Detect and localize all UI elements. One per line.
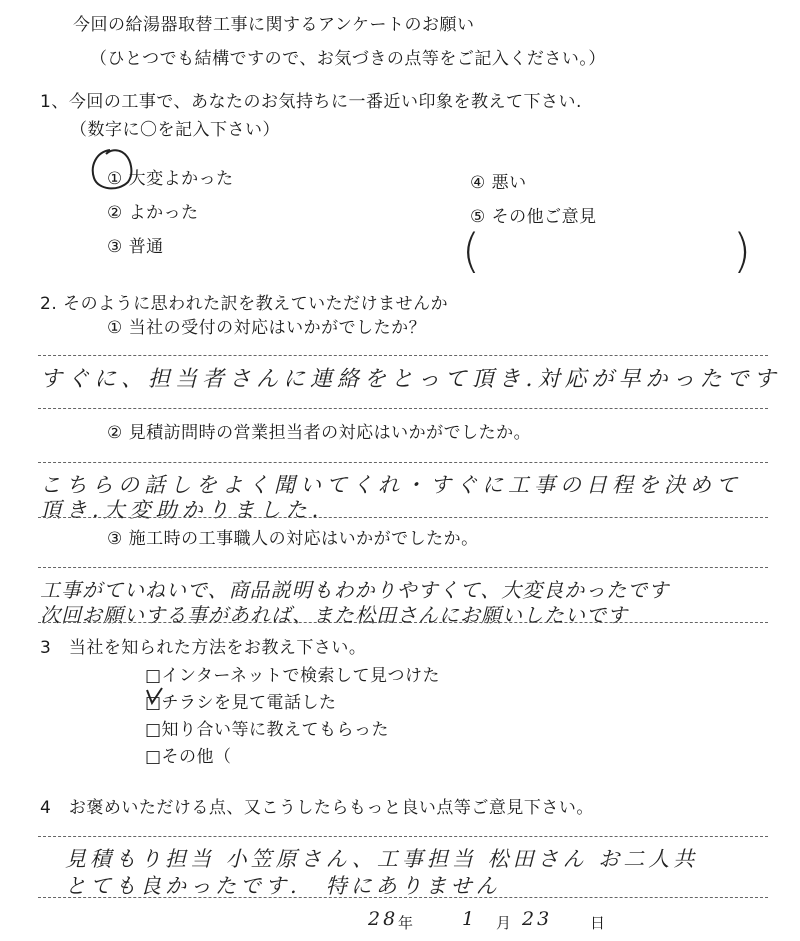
answer-line	[38, 622, 768, 623]
q3-question: 3 当社を知られた方法をお教え下さい。	[40, 638, 367, 658]
q3-option-acquaintance[interactable]: □知り合い等に教えてもらった	[145, 720, 390, 740]
q4-question: 4 お褒めいただける点、又こうしたらもっと良い点等ご意見下さい。	[40, 798, 594, 818]
q2-answer2-line1[interactable]: こちらの話しをよく聞いてくれ・すぐに工事の日程を決めて	[40, 473, 742, 497]
q2-sub1: ① 当社の受付の対応はいかがでしたか？	[107, 318, 427, 338]
q2-answer2-line2[interactable]: 頂き.大変助かりました.	[40, 498, 324, 522]
q1-option-3[interactable]: ③ 普通	[107, 237, 164, 257]
answer-line	[38, 462, 768, 463]
answer-line	[38, 517, 768, 518]
q3-option-other[interactable]: □その他（	[145, 747, 232, 767]
other-paren-close: )	[733, 224, 751, 278]
date-month-label: 月	[496, 914, 512, 932]
date-year[interactable]: 28	[368, 908, 399, 930]
q1-instruction: （数字に〇を記入下さい）	[70, 120, 280, 140]
q2-question: 2. そのように思われた訳を教えていただけませんか	[40, 294, 449, 314]
answer-line	[38, 836, 768, 837]
check-mark-icon	[145, 686, 165, 708]
q4-answer-line1[interactable]: 見積もり担当 小笠原さん、工事担当 松田さん お二人共	[65, 847, 699, 871]
q1-option-1[interactable]: ① 大変よかった	[107, 169, 234, 189]
q3-option-internet[interactable]: □インターネットで検索して見つけた	[145, 666, 441, 686]
q2-answer1-line1[interactable]: すぐに、担当者さんに連絡をとって頂き.対応が早かったです	[40, 367, 781, 392]
q2-sub2: ② 見積訪問時の営業担当者の対応はいかがでしたか。	[107, 423, 532, 443]
selection-circle-icon	[88, 146, 136, 194]
q1-question: 1、今回の工事で、あなたのお気持ちに一番近い印象を教えて下さい.	[40, 92, 582, 112]
form-title: 今回の給湯器取替工事に関するアンケートのお願い	[73, 15, 475, 35]
answer-line	[38, 567, 768, 568]
q3-option-flyer[interactable]: □チラシを見て電話した	[145, 693, 337, 713]
answer-line	[38, 897, 768, 898]
q2-sub3: ③ 施工時の工事職人の対応はいかがでしたか。	[107, 529, 479, 549]
date-month[interactable]: 1	[462, 908, 478, 930]
q4-answer-line2[interactable]: とても良かったです. 特にありません	[65, 874, 501, 898]
q2-answer3-line2[interactable]: 次回お願いする事があれば、また松田さんにお願いしたいです	[40, 603, 628, 627]
date-day-label: 日	[590, 914, 606, 932]
q1-option-5[interactable]: ⑤ その他ご意見	[470, 207, 597, 227]
date-year-label: 年	[398, 914, 414, 932]
date-day[interactable]: 23	[522, 908, 553, 930]
q1-option-4[interactable]: ④ 悪い	[470, 173, 527, 193]
form-subtitle: （ひとつでも結構ですので、お気づきの点等をご記入ください。）	[90, 49, 606, 69]
answer-line	[38, 355, 768, 356]
q1-option-2[interactable]: ② よかった	[107, 203, 199, 223]
answer-line	[38, 408, 768, 409]
q2-answer3-line1[interactable]: 工事がていねいで、商品説明もわかりやすくて、大変良かったです	[40, 578, 670, 602]
other-paren-open: (	[462, 224, 480, 278]
